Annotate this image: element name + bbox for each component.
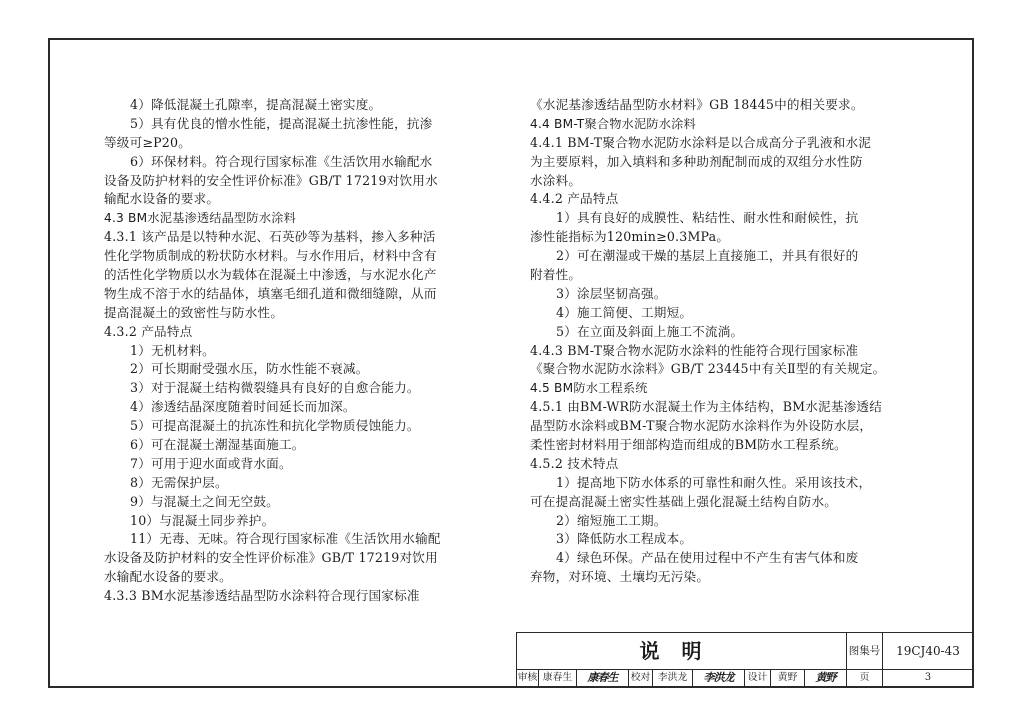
text-line: 性化学物质制成的粉状防水材料。与水作用后，材料中含有 — [104, 248, 437, 264]
text-line: 4.4.3 BM-T聚合物水泥防水涂料的性能符合现行国家标准 — [530, 342, 859, 358]
right-text-column — [530, 96, 924, 587]
text-line: 2）缩短施工工期。 — [556, 512, 667, 528]
text-line: 1）提高地下防水体系的可靠性和耐久性。采用该技术， — [556, 474, 872, 490]
text-line: 7）可用于迎水面或背水面。 — [130, 455, 292, 471]
text-line: 2）可在潮湿或干燥的基层上直接施工，并具有很好的 — [556, 248, 859, 264]
drawing-title: 说明 — [517, 633, 847, 669]
checker-signature: 李洪龙 — [693, 669, 745, 687]
design-label: 设计 — [745, 669, 771, 687]
text-line: 4.4.2 产品特点 — [530, 191, 619, 207]
text-line: 2）可长期耐受强水压，防水性能不衰减。 — [130, 361, 369, 377]
text-line: 《水泥基渗透结晶型防水材料》GB 18445中的相关要求。 — [530, 97, 864, 112]
text-line: 《聚合物水泥防水涂料》GB/T 23445中有关Ⅱ型的有关规定。 — [530, 361, 886, 377]
text-line: 输配水设备的要求。 — [104, 191, 220, 207]
left-text-column — [104, 96, 502, 606]
check-label: 校对 — [629, 669, 653, 687]
text-line: 4）降低混凝土孔隙率，提高混凝土密实度。 — [130, 97, 382, 112]
text-line: 的活性化学物质以水为载体在混凝土中渗透，与水泥水化产 — [104, 267, 437, 283]
text-line: 水涂料。 — [530, 172, 582, 188]
text-line: 11）无毒、无味。符合现行国家标准《生活饮用水输配 — [130, 531, 441, 547]
reviewer-name: 康春生 — [539, 669, 577, 687]
text-line: 4）施工简便、工期短。 — [556, 304, 693, 320]
text-line: 为主要原料，加入填料和多种助剂配制而成的双组分水性防 — [530, 153, 863, 169]
text-line: 9）与混凝土之间无空鼓。 — [130, 493, 279, 509]
text-line: 4.5.1 由BM-WR防水混凝土作为主体结构，BM水泥基渗透结 — [530, 399, 883, 415]
text-line: 8）无需保护层。 — [130, 474, 228, 490]
designer-name: 黄野 — [771, 669, 805, 687]
checker-name: 李洪龙 — [653, 669, 693, 687]
text-line: 弃物，对环境、土壤均无污染。 — [530, 569, 710, 585]
text-line: 4.3.1 该产品是以特种水泥、石英砂等为基料，掺入多种活 — [104, 229, 436, 245]
text-line: 可在提高混凝土密实性基础上强化混凝土结构自防水。 — [530, 493, 838, 509]
page-number: 3 — [924, 672, 932, 683]
text-line: 提高混凝土的致密性与防水性。 — [104, 304, 284, 320]
text-line: 等级可≥P20。 — [104, 134, 192, 150]
text-line: 3）对于混凝土结构微裂缝具有良好的自愈合能力。 — [130, 380, 420, 396]
text-line: 3）涂层坚韧高强。 — [556, 285, 667, 301]
text-line: 10）与混凝土同步养护。 — [130, 512, 275, 528]
text-line: 4.5.2 技术特点 — [530, 455, 619, 471]
text-line: 6）可在混凝土潮湿基面施工。 — [130, 437, 305, 453]
text-line: 3）降低防水工程成本。 — [556, 531, 693, 547]
atlas-number: 19CJ40-43 — [896, 644, 960, 658]
designer-signature: 黄野 — [805, 669, 847, 687]
text-line: 5）在立面及斜面上施工不流淌。 — [556, 323, 744, 339]
text-line: 4.4.1 BM-T聚合物水泥防水涂料是以合成高分子乳液和水泥 — [530, 134, 872, 150]
atlas-number-label: 图集号 — [847, 633, 883, 669]
reviewer-signature: 康春生 — [577, 669, 629, 687]
title-block-top-row — [517, 633, 973, 670]
text-line: 4.3.3 BM水泥基渗透结晶型防水涂料符合现行国家标准 — [104, 588, 420, 604]
page-label: 页 — [847, 669, 883, 687]
text-line: 6）环保材料。符合现行国家标准《生活饮用水输配水 — [130, 153, 433, 169]
text-line: 设备及防护材料的安全性评价标准》GB/T 17219对饮用水 — [104, 172, 438, 188]
review-label: 审核 — [517, 669, 539, 687]
text-line: 柔性密封材料用于细部构造而组成的BM防水工程系统。 — [530, 437, 847, 453]
title-block-bottom-row — [517, 669, 973, 687]
text-line: 渗性能指标为120min≥0.3MPa。 — [530, 229, 730, 245]
text-line: 4.4 BM-T聚合物水泥防水涂料 — [530, 116, 696, 131]
text-line: 4.5 BM防水工程系统 — [530, 381, 648, 396]
text-line: 4.3.2 产品特点 — [104, 323, 193, 339]
text-line: 物生成不溶于水的结晶体，填塞毛细孔道和微细缝隙，从而 — [104, 285, 437, 301]
text-line: 4）绿色环保。产品在使用过程中不产生有害气体和废 — [556, 550, 859, 566]
text-line: 晶型防水涂料或BM-T聚合物水泥防水涂料作为外设防水层， — [530, 418, 873, 434]
text-line: 5）具有优良的憎水性能，提高混凝土抗渗性能，抗渗 — [130, 115, 433, 131]
text-line: 4）渗透结晶深度随着时间延长而加深。 — [130, 399, 356, 415]
text-line: 4.3 BM水泥基渗透结晶型防水涂料 — [104, 211, 296, 226]
text-line: 附着性。 — [530, 267, 582, 283]
text-line: 1）具有良好的成膜性、粘结性、耐水性和耐候性，抗 — [556, 210, 859, 226]
text-line: 1）无机材料。 — [130, 342, 215, 358]
title-block — [516, 632, 974, 688]
text-line: 水设备及防护材料的安全性评价标准》GB/T 17219对饮用 — [104, 550, 438, 566]
text-line: 水输配水设备的要求。 — [104, 569, 232, 585]
text-line: 5）可提高混凝土的抗冻性和抗化学物质侵蚀能力。 — [130, 418, 420, 434]
